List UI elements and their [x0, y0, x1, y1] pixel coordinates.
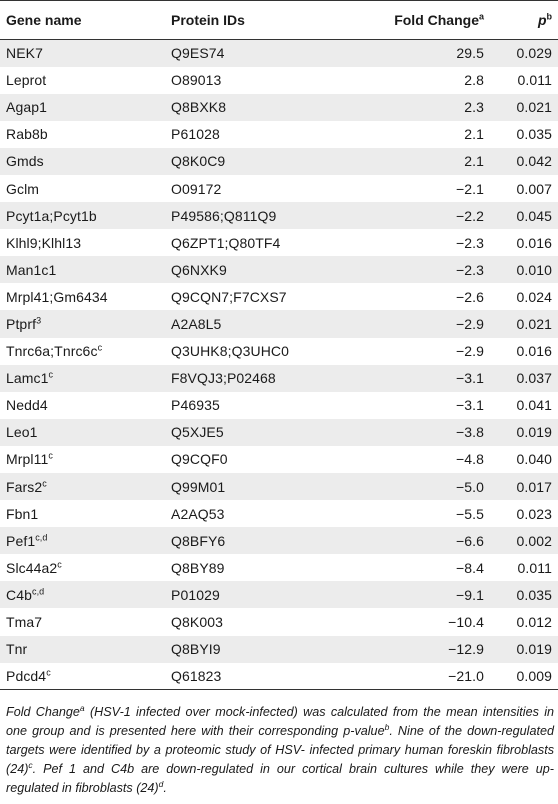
cell-fold-change: −3.1	[455, 370, 484, 387]
gene-name-text: Man1c1	[6, 261, 57, 278]
table-row	[0, 40, 558, 67]
cell-p-value: 0.035	[516, 586, 552, 603]
cell-fold-change: −2.9	[455, 343, 484, 360]
cell-gene-name	[0, 527, 165, 554]
gene-name-text: Rab8b	[6, 126, 48, 143]
footnote-sup-c: c	[28, 759, 33, 770]
cell-p-value: 0.037	[516, 370, 552, 387]
cell-p-value: 0.019	[516, 641, 552, 658]
gene-name-text: Lamc1	[6, 370, 49, 387]
table-row	[0, 67, 558, 94]
gene-footnote-marker: c,d	[31, 586, 45, 597]
cell-fold-change: 2.8	[464, 72, 484, 89]
header-protein-ids	[165, 1, 340, 40]
cell-gene-name	[0, 365, 165, 392]
cell-gene-name	[0, 121, 165, 148]
cell-p-value: 0.010	[516, 261, 552, 278]
cell-p-value: 0.009	[516, 667, 552, 684]
gene-name-text: Mrpl41;Gm6434	[6, 288, 108, 305]
table-row	[0, 500, 558, 527]
gene-name-text: Fars2	[6, 478, 43, 495]
cell-p-value: 0.021	[516, 315, 552, 332]
footnote-text-4: . Pef 1 and C4b are down-regulated in our cortical brain cultures while they were up-regulated in fibroblasts (24)	[6, 762, 554, 795]
cell-protein-ids: Q9ES74	[171, 45, 225, 62]
cell-protein-ids: Q8BY89	[171, 559, 225, 576]
cell-protein-ids: Q8BFY6	[171, 532, 226, 549]
cell-p-value: 0.024	[516, 288, 552, 305]
cell-p-value: 0.016	[516, 234, 552, 251]
header-p-sup: b	[546, 11, 552, 22]
header-p-value	[490, 1, 558, 40]
cell-p-value: 0.035	[516, 126, 552, 143]
cell-gene-name	[0, 446, 165, 473]
cell-gene-name	[0, 338, 165, 365]
header-fold-sup: a	[478, 11, 484, 22]
cell-p-value: 0.016	[516, 343, 552, 360]
cell-p-value: 0.023	[516, 505, 552, 522]
cell-gene-name	[0, 554, 165, 581]
gene-footnote-marker: c	[57, 559, 62, 570]
gene-name-text: Fbn1	[6, 505, 39, 522]
cell-protein-ids: Q9CQF0	[171, 451, 228, 468]
cell-protein-ids: Q9CQN7;F7CXS7	[171, 288, 287, 305]
cell-fold-change: −3.1	[455, 397, 484, 414]
gene-name-text: Pdcd4	[6, 667, 47, 684]
table-row	[0, 256, 558, 283]
cell-gene-name	[0, 663, 165, 690]
gene-name-text: Klhl9;Klhl13	[6, 234, 82, 251]
cell-fold-change: −5.0	[455, 478, 484, 495]
cell-fold-change: −3.8	[455, 424, 484, 441]
table-header	[0, 1, 558, 40]
cell-p-value: 0.029	[516, 45, 552, 62]
header-gene-name	[0, 1, 165, 40]
table-row	[0, 581, 558, 608]
cell-fold-change: −2.9	[455, 315, 484, 332]
table-row	[0, 94, 558, 121]
cell-fold-change: −2.1	[455, 180, 484, 197]
cell-p-value: 0.040	[516, 451, 552, 468]
gene-name-text: Tma7	[6, 614, 43, 631]
header-row	[0, 1, 558, 40]
cell-gene-name	[0, 94, 165, 121]
gene-name-text: Agap1	[6, 99, 47, 116]
table-row	[0, 527, 558, 554]
table-row	[0, 608, 558, 635]
header-fold-label: Fold Change	[394, 12, 479, 28]
gene-name-text: Mrpl11	[6, 451, 49, 468]
gene-name-text: Pef1	[6, 532, 36, 549]
cell-fold-change: −6.6	[455, 532, 484, 549]
footnote-sup-d: d	[158, 778, 164, 789]
cell-gene-name	[0, 256, 165, 283]
cell-protein-ids: A2A8L5	[171, 315, 222, 332]
cell-p-value: 0.007	[516, 180, 552, 197]
gene-footnote-marker: c	[46, 667, 51, 678]
cell-fold-change: −10.4	[448, 614, 484, 631]
gene-name-text: Tnr	[6, 641, 28, 658]
cell-fold-change: 2.1	[464, 126, 484, 143]
cell-fold-change: −2.3	[455, 234, 484, 251]
table-footnote	[6, 703, 554, 798]
cell-p-value: 0.011	[517, 559, 552, 576]
cell-protein-ids: F8VQJ3;P02468	[171, 370, 276, 387]
cell-gene-name	[0, 581, 165, 608]
cell-protein-ids: Q8K003	[171, 614, 223, 631]
footnote-sup-b: b	[384, 721, 390, 732]
cell-fold-change: 2.3	[464, 99, 484, 116]
cell-fold-change: 29.5	[456, 45, 484, 62]
cell-p-value: 0.002	[516, 532, 552, 549]
table-row	[0, 175, 558, 202]
cell-protein-ids: P46935	[171, 397, 220, 414]
cell-fold-change: −2.2	[455, 207, 484, 224]
table-row	[0, 283, 558, 310]
cell-gene-name	[0, 40, 165, 67]
cell-fold-change: −12.9	[448, 641, 484, 658]
cell-p-value: 0.041	[516, 397, 552, 414]
cell-p-value: 0.045	[516, 207, 552, 224]
cell-gene-name	[0, 419, 165, 446]
gene-name-text: Leo1	[6, 424, 38, 441]
table-row	[0, 365, 558, 392]
gene-name-text: Gmds	[6, 153, 44, 170]
gene-footnote-marker: c	[42, 477, 47, 488]
cell-fold-change: −8.4	[455, 559, 484, 576]
cell-fold-change: −4.8	[455, 451, 484, 468]
table-row	[0, 663, 558, 690]
cell-gene-name	[0, 148, 165, 175]
cell-gene-name	[0, 392, 165, 419]
cell-gene-name	[0, 229, 165, 256]
cell-fold-change: −2.6	[455, 288, 484, 305]
cell-protein-ids: Q61823	[171, 667, 222, 684]
table-row	[0, 636, 558, 663]
cell-fold-change: −2.3	[455, 261, 484, 278]
cell-gene-name	[0, 202, 165, 229]
cell-gene-name	[0, 608, 165, 635]
table-row	[0, 554, 558, 581]
gene-footnote-marker: 3	[36, 315, 42, 326]
gene-name-text: Gclm	[6, 180, 40, 197]
cell-p-value: 0.019	[516, 424, 552, 441]
table-row	[0, 473, 558, 500]
cell-gene-name	[0, 67, 165, 94]
cell-gene-name	[0, 175, 165, 202]
gene-name-text: Tnrc6a;Tnrc6c	[6, 343, 98, 360]
cell-gene-name	[0, 283, 165, 310]
table-row	[0, 392, 558, 419]
cell-p-value: 0.012	[516, 614, 552, 631]
footnote-text-5: .	[163, 781, 167, 795]
footnote-text-3: . Nine of the down-regulated targets were identified by a proteomic study of HSV- infected primary human foreskin fibroblasts (24)	[6, 724, 554, 776]
cell-protein-ids: P49586;Q811Q9	[171, 207, 277, 224]
table-body	[0, 40, 558, 690]
cell-protein-ids: Q8BYI9	[171, 641, 221, 658]
header-p-label: p	[537, 12, 547, 28]
cell-gene-name	[0, 500, 165, 527]
cell-protein-ids: P01029	[171, 586, 220, 603]
gene-footnote-marker: c	[48, 369, 54, 380]
cell-protein-ids: Q6NXK9	[171, 261, 227, 278]
cell-protein-ids: O09172	[171, 180, 222, 197]
gene-name-text: Pcyt1a;Pcyt1b	[6, 207, 97, 224]
cell-protein-ids: Q3UHK8;Q3UHC0	[171, 343, 290, 360]
cell-fold-change: 2.1	[464, 153, 484, 170]
cell-protein-ids: Q6ZPT1;Q80TF4	[171, 234, 281, 251]
table-row	[0, 446, 558, 473]
table-row	[0, 229, 558, 256]
gene-name-text: Leprot	[6, 72, 47, 89]
gene-name-text: C4b	[6, 586, 32, 603]
header-protein-label: Protein IDs	[171, 12, 245, 28]
gene-name-text: Slc44a2	[6, 559, 58, 576]
cell-protein-ids: Q99M01	[171, 478, 226, 495]
cell-gene-name	[0, 636, 165, 663]
cell-p-value: 0.011	[517, 72, 552, 89]
cell-p-value: 0.021	[516, 99, 552, 116]
cell-protein-ids: Q8BXK8	[171, 99, 227, 116]
cell-protein-ids: P61028	[171, 126, 220, 143]
cell-fold-change: −21.0	[448, 667, 484, 684]
table-row	[0, 310, 558, 337]
cell-protein-ids: Q8K0C9	[171, 153, 226, 170]
header-fold-change	[340, 1, 490, 40]
gene-name-text: NEK7	[6, 45, 43, 62]
cell-p-value: 0.042	[516, 153, 552, 170]
cell-protein-ids: Q5XJE5	[171, 424, 224, 441]
gene-footnote-marker: c,d	[35, 532, 48, 543]
cell-gene-name	[0, 310, 165, 337]
gene-footnote-marker: c	[48, 450, 53, 461]
gene-name-text: Nedd4	[6, 397, 48, 414]
table-row	[0, 202, 558, 229]
table-row	[0, 121, 558, 148]
cell-fold-change: −5.5	[455, 505, 484, 522]
gene-footnote-marker: c	[97, 342, 103, 353]
header-gene-label: Gene name	[6, 12, 82, 28]
footnote-text-2: (HSV-1 infected over mock-infected) was calculated from the mean intensities in one group and is presented here with their corresponding p-value	[6, 705, 554, 738]
table-row	[0, 419, 558, 446]
table-row	[0, 148, 558, 175]
cell-gene-name	[0, 473, 165, 500]
table-row	[0, 338, 558, 365]
cell-protein-ids: A2AQ53	[171, 505, 225, 522]
footnote-sup-a: a	[79, 702, 85, 713]
gene-name-text: Ptprf	[6, 315, 37, 332]
cell-p-value: 0.017	[516, 478, 552, 495]
footnote-text-1: Fold Change	[6, 705, 80, 719]
cell-fold-change: −9.1	[455, 586, 484, 603]
cell-protein-ids: O89013	[171, 72, 222, 89]
